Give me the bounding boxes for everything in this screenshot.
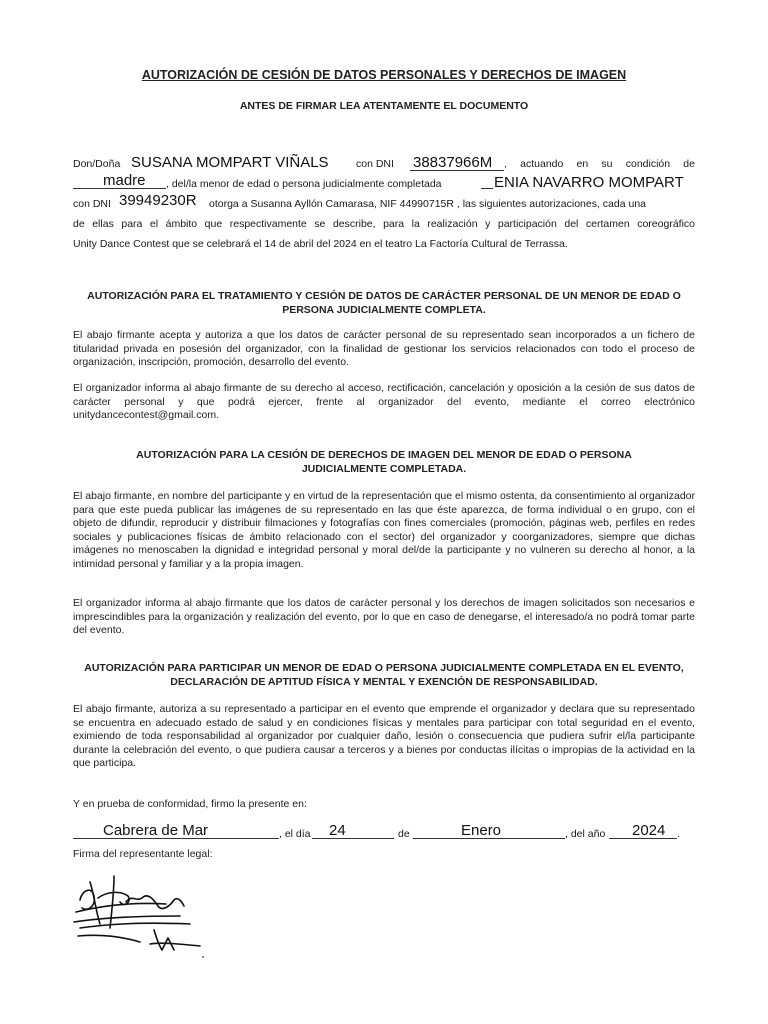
minor-name-underline [481, 177, 493, 189]
intro-line-4: de ellas para el ámbito que respectivamente se describe, para la realización y participación del certamen coreográfico [73, 218, 695, 230]
document-subtitle: ANTES DE FIRMAR LEA ATENTAMENTE EL DOCUMENTO [239, 100, 529, 112]
parent-dni-underline [410, 170, 504, 171]
place-field[interactable]: Cabrera de Mar [103, 822, 209, 839]
section1-heading: AUTORIZACIÓN PARA EL TRATAMIENTO Y CESIÓN DE DATOS DE CARÁCTER PERSONAL DE UN MENOR DE EDAD O PERSONA JUDICIALMENTE COMPLETA. [87, 290, 681, 316]
month-field[interactable]: Enero [461, 822, 502, 839]
section1-paragraph-2: El organizador informa al abajo firmante de su derecho al acceso, rectificación, cancelación y oposición a la cesión de sus datos de carácter personal y que podrá ejercer, frente al organizador del evento, mediante el correo electrónico unitydancecontest@gmail.com. [73, 382, 695, 422]
parent-dni-field[interactable]: 38837966M [413, 154, 493, 171]
section2-paragraph-1: El abajo firmante, en nombre del participante y en virtud de la representación que el mismo ostenta, da consentimiento al organizador para que este pueda publicar las imágenes de su representado en las que éste aparezca, de forma individual o en grupo, con el objeto de difundir, reproducir y distribuir filmaciones y fotografías con fines comerciales (promoción, páginas web, perfiles en redes sociales y publicaciones físicas de ámbito relacionado con el sector) del organizador y coorganizadores, siempre que dichas imágenes no menoscaben la dignidad e integridad personal y moral del/de la participante y no vulneren su derecho al honor, a la intimidad personal y familiar y a la propia imagen. [73, 490, 695, 570]
intro-condition-label: , actuando en su condición de [504, 158, 695, 170]
document-title: AUTORIZACIÓN DE CESIÓN DE DATOS PERSONALES Y DERECHOS DE IMAGEN [141, 68, 627, 82]
section1-paragraph-1: El abajo firmante acepta y autoriza a que los datos de carácter personal de su representado sean incorporados a un fichero de titularidad privada en posesión del organizador, con la finalidad de gestionar los servicios relacionados con todo el proceso de organización, inscripción, promoción, desarrollo del evento. [73, 329, 695, 369]
intro-dni-label: con DNI [356, 158, 394, 170]
minor-name-field[interactable]: ENIA NAVARRO MOMPART [494, 174, 684, 191]
day-label: , el día [279, 828, 311, 840]
section3-paragraph-1: El abajo firmante, autoriza a su representado a participar en el evento que emprende el organizador y declara que su representado se encuentra en adecuado estado de salud y en condiciones físicas y mentales para participar con total seguridad en el evento, eximiendo de toda responsabilidad al organizador por cualquier daño, lesión o consecuencia que pudiera sufrir el/la participante durante la celebración del evento, o que pudiera causar a terceros y a bienes por conductas ilícitas o impropias de la actividad en la que participa. [73, 703, 695, 770]
intro-authorization-text: otorga a Susanna Ayllón Camarasa, NIF 44990715R , las siguientes autorizaciones, cada una [209, 198, 646, 210]
section3-heading: AUTORIZACIÓN PARA PARTICIPAR UN MENOR DE EDAD O PERSONA JUDICIALMENTE COMPLETADA EN EL EVENTO, DECLARACIÓN DE APTITUD FÍSICA Y MENTAL Y EXENCIÓN DE RESPONSABILIDAD. [84, 662, 684, 688]
intro-line-5: Unity Dance Contest que se celebrará el 14 de abril del 2024 en el teatro La Factoría Cultural de Terrassa. [73, 238, 568, 250]
year-end: . [677, 828, 680, 840]
month-label: de [398, 828, 410, 840]
intro-minor-dni-label: con DNI [73, 198, 111, 210]
section2-paragraph-2: El organizador informa al abajo firmante que los datos de carácter personal y los derechos de imagen solicitados son necesarios e imprescindibles para la organización y realización del evento, por lo que en caso de denegarse, el interesado/a no podrá tomar parte del evento. [73, 597, 695, 637]
handwritten-signature-icon [70, 872, 210, 962]
day-underline [312, 827, 394, 839]
intro-minor-label: , del/la menor de edad o persona judicialmente completada [166, 178, 442, 190]
year-field[interactable]: 2024 [632, 822, 666, 839]
intro-don-label: Don/Doña [73, 158, 121, 170]
minor-dni-field[interactable]: 39949230R [119, 192, 197, 209]
parent-name-field[interactable]: SUSANA MOMPART VIÑALS [131, 154, 329, 171]
section2-heading: AUTORIZACIÓN PARA LA CESIÓN DE DERECHOS DE IMAGEN DEL MENOR DE EDAD O PERSONA JUDICIALMENTE COMPLETADA. [136, 449, 632, 475]
signature-label: Firma del representante legal: [73, 848, 213, 860]
conformity-text: Y en prueba de conformidad, firmo la presente en: [73, 798, 307, 810]
day-field[interactable]: 24 [329, 822, 346, 839]
relation-field[interactable]: madre [103, 172, 146, 189]
year-label: , del año [565, 828, 606, 840]
